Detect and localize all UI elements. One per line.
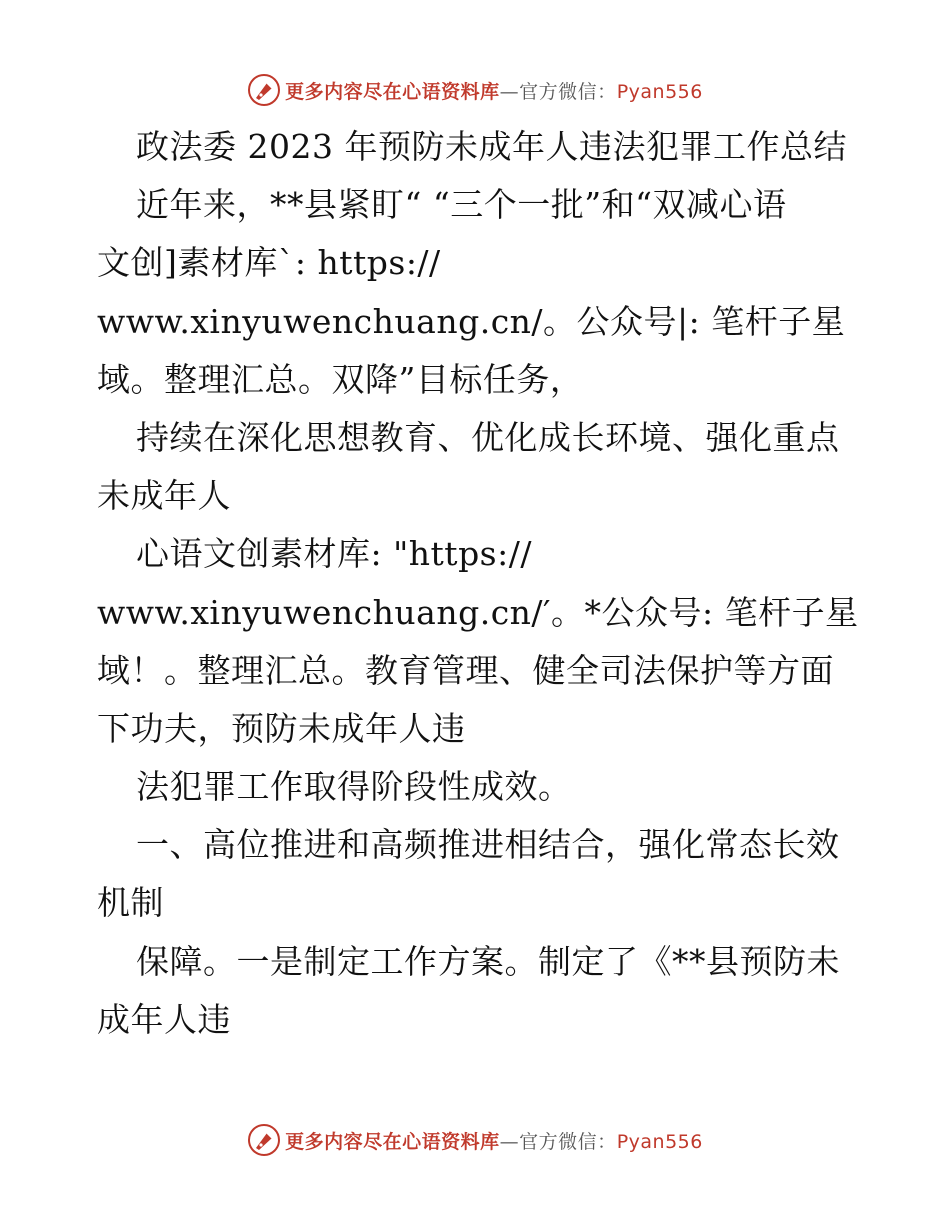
- paragraph-line: 下功夫，预防未成年人违: [97, 708, 466, 748]
- watermark-official: 官方微信：: [519, 80, 617, 103]
- watermark-official: 官方微信：: [519, 1130, 617, 1153]
- paragraph-line: 近年来，**县紧盯“ “三个一批”和“双减心语: [136, 185, 787, 225]
- paragraph-line: www.xinyuwenchuang.cn/′。*公众号: 笔杆子星: [97, 592, 859, 632]
- watermark-dash: —: [499, 80, 520, 103]
- document-body: [97, 118, 857, 1049]
- watermark-site: 更多内容尽在心语资料库: [285, 80, 500, 103]
- watermark-text: [285, 1127, 703, 1154]
- pen-nib-logo-icon: [247, 73, 281, 107]
- section-heading-cont: 机制: [97, 883, 164, 923]
- section-heading: 一、高位推进和高频推进相结合，强化常态长效: [136, 825, 840, 865]
- paragraph-line: 域！。整理汇总。教育管理、健全司法保护等方面: [97, 650, 834, 690]
- document-title: 政法委 2023 年预防未成年人违法犯罪工作总结: [136, 127, 847, 166]
- paragraph-line: 保障。一是制定工作方案。制定了《**县预防未: [136, 941, 840, 981]
- paragraph-line: 文创]素材库`: https://: [97, 243, 441, 283]
- paragraph-line: www.xinyuwenchuang.cn/。公众号|: 笔杆子星: [97, 301, 846, 341]
- paragraph-line: 成年人违: [97, 999, 231, 1039]
- paragraph-line: 未成年人: [97, 476, 231, 516]
- header-watermark: [0, 70, 950, 110]
- pen-nib-logo-icon: [247, 1123, 281, 1157]
- watermark-wechat-id: Pyan556: [616, 1130, 703, 1153]
- footer-watermark: [0, 1120, 950, 1160]
- paragraph-line: 法犯罪工作取得阶段性成效。: [136, 767, 572, 807]
- paragraph-line: 域。整理汇总。双降”目标任务，: [97, 359, 584, 399]
- watermark-site: 更多内容尽在心语资料库: [285, 1130, 500, 1153]
- watermark-dash: —: [499, 1130, 520, 1153]
- watermark-text: [285, 77, 703, 104]
- paragraph-line: 心语文创素材库: "https://: [136, 534, 532, 574]
- watermark-wechat-id: Pyan556: [616, 80, 703, 103]
- paragraph-line: 持续在深化思想教育、优化成长环境、强化重点: [136, 417, 840, 457]
